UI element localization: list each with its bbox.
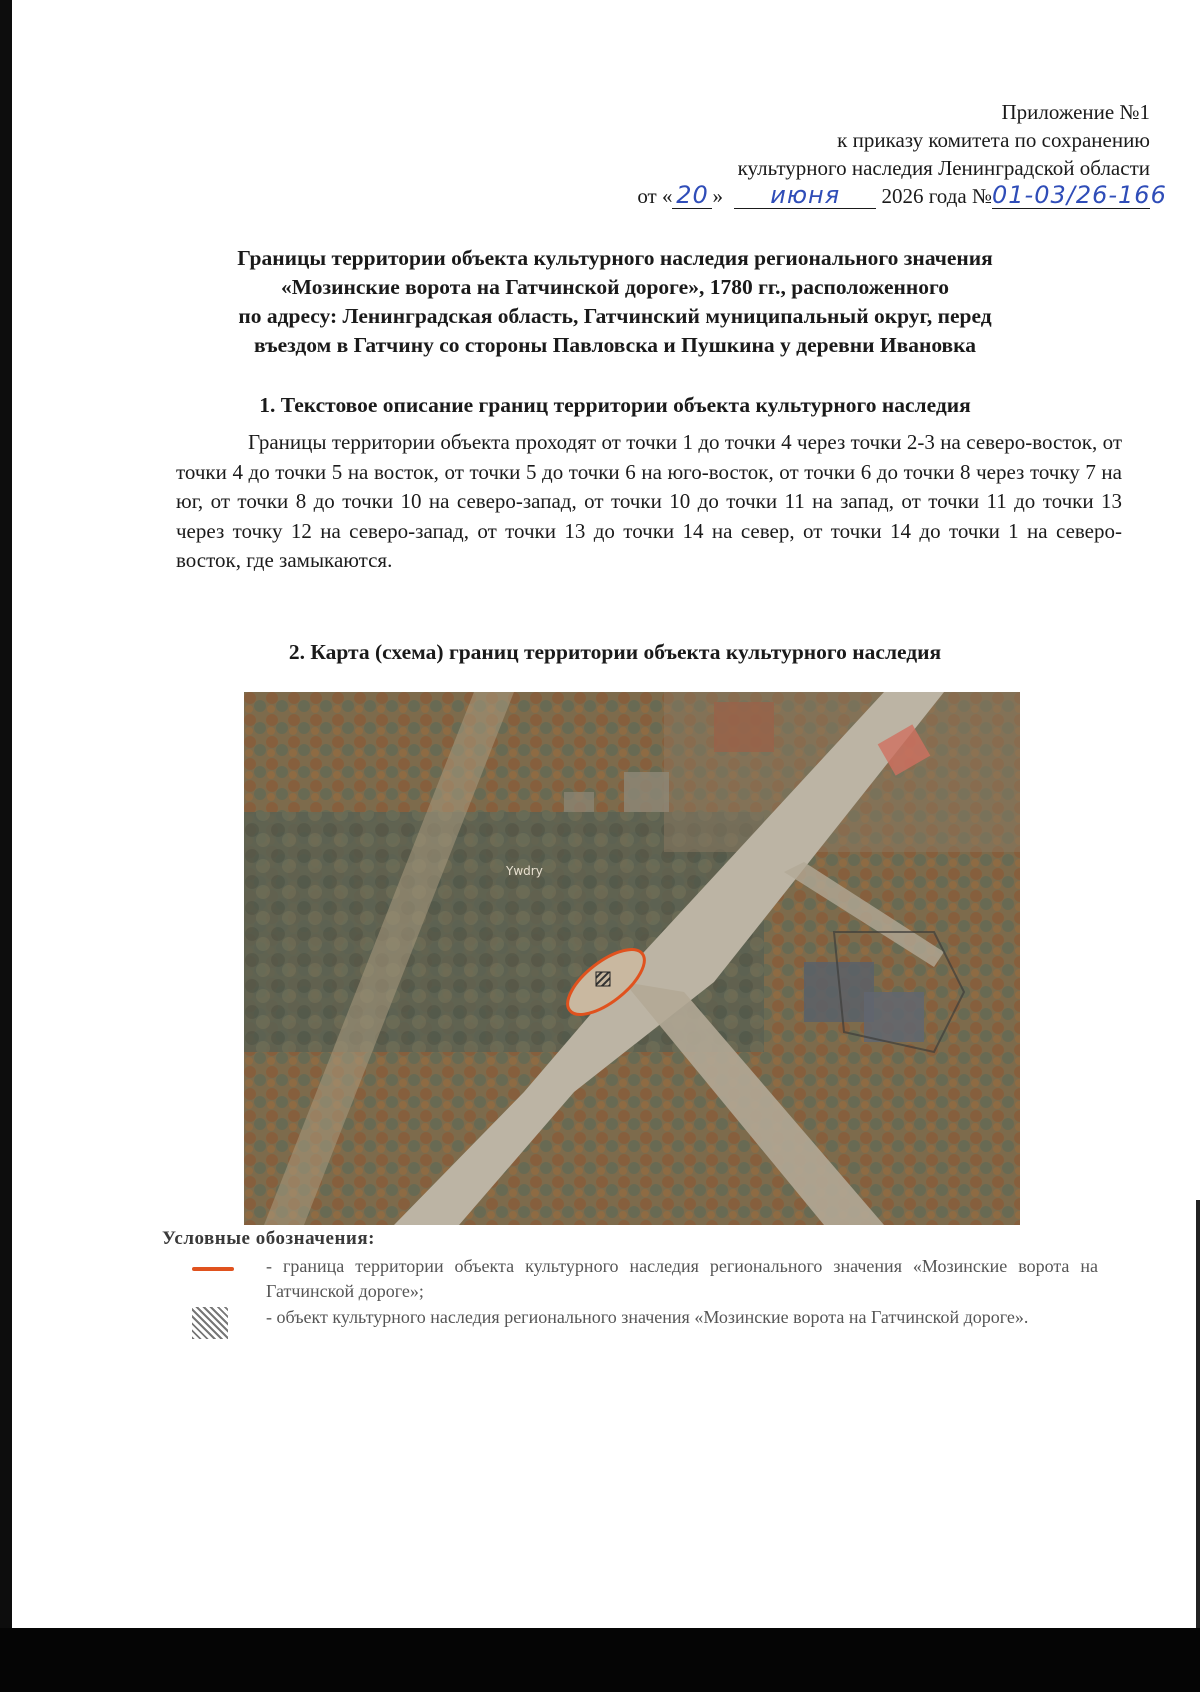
map-place-label: Ywdry	[506, 864, 543, 878]
legend-title: Условные обозначения:	[162, 1228, 375, 1249]
date-prefix: от «	[637, 184, 673, 208]
boundary-description: Границы территории объекта проходят от точки 1 до точки 4 через точки 2-3 на северо-восток, от точки 4 до точки 5 на восток, от точки 5 до точки 6 на юго-восток, от точки 6 до точки 8 через точку 7 на юг, от точки 8 до точки 10 на северо-запад, от точки 10 до точки 11 на запад, от точки 11 до точки 13 через точку 12 на северо-запад, от точки 13 до точки 14 на север, от точки 14 до точки 1 на северо-восток, где замыкаются.	[176, 430, 1122, 572]
appendix-order-ref: к приказу комитета по сохранению	[837, 128, 1150, 152]
appendix-committee: культурного наследия Ленинградской области	[737, 156, 1150, 180]
date-day-field	[672, 183, 712, 209]
section-2-heading: 2. Карта (схема) границ территории объекта культурного наследия	[288, 640, 942, 664]
title-line-1: Границы территории объекта культурного наследия регионального значения	[237, 246, 993, 270]
scan-border-right	[1196, 1200, 1200, 1628]
order-date-line	[450, 181, 1167, 210]
date-day: 20	[676, 181, 709, 209]
legend-boundary-symbol	[192, 1267, 234, 1271]
appendix-number: Приложение №1	[1001, 100, 1150, 124]
boundary-map	[244, 692, 1020, 1225]
scan-border-left	[0, 0, 12, 1628]
title-line-2: «Мозинские ворота на Гатчинской дороге», 1780 гг., расположенного	[280, 275, 950, 299]
satellite-image	[244, 692, 1020, 1225]
date-quote: »	[712, 184, 723, 208]
section-1-heading: 1. Текстовое описание границ территории объекта культурного наследия	[259, 393, 971, 417]
legend-hatch-symbol	[192, 1307, 228, 1339]
legend-object-text: - объект культурного наследия регионального значения «Мозинские ворота на Гатчинской дороге».	[266, 1307, 1029, 1327]
title-line-3: по адресу: Ленинградская область, Гатчинский муниципальный округ, перед	[238, 304, 992, 328]
date-month: июня	[770, 181, 841, 209]
document-title	[120, 244, 1110, 360]
title-line-4: въездом в Гатчину со стороны Павловска и Пушкина у деревни Ивановка	[254, 333, 976, 357]
heritage-object-marker	[596, 972, 610, 986]
scan-border-bottom	[0, 1628, 1200, 1692]
legend-boundary-text: - граница территории объекта культурного наследия регионального значения «Мозинские ворота на Гатчинской дороге»;	[266, 1256, 1098, 1301]
date-month-field	[734, 183, 876, 209]
order-number: 01-03/26-166	[992, 181, 1167, 209]
date-year: 2026 года №	[881, 184, 992, 208]
appendix-header	[450, 98, 1167, 210]
order-number-field	[992, 181, 1167, 209]
